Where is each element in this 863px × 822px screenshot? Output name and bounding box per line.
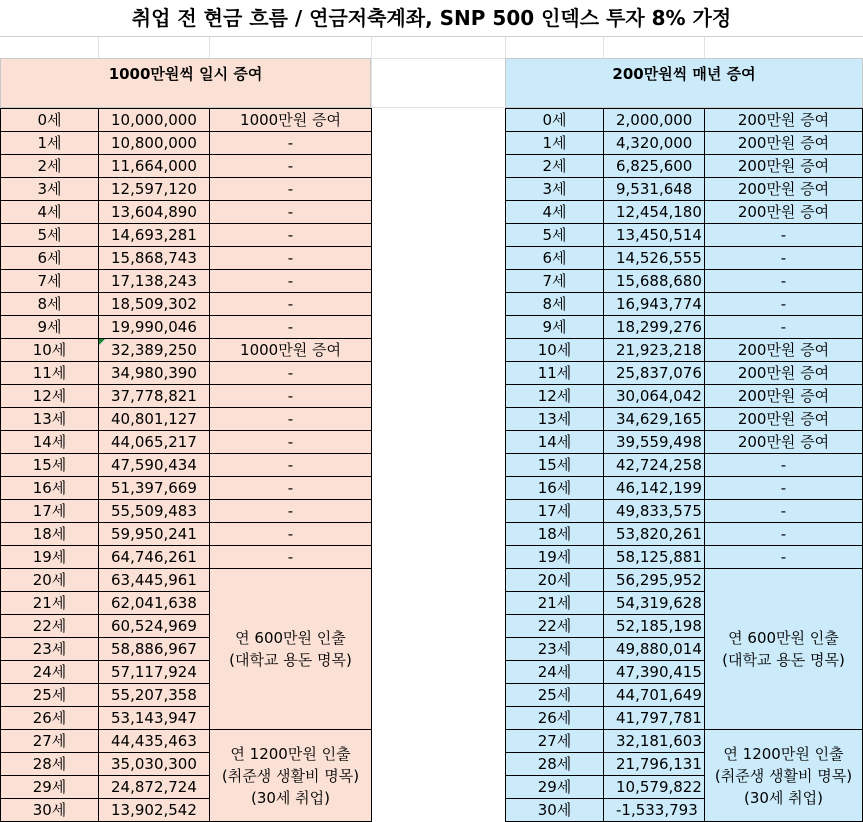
age-cell[interactable]: 25세 [506, 684, 604, 707]
merged-line: (취준생 생활비 명목) [221, 766, 360, 785]
balance-cell[interactable]: 18,509,302 [99, 293, 210, 316]
right-table [505, 108, 863, 822]
balance-cell[interactable]: 49,833,575 [604, 500, 705, 523]
withdrawal-note-college-text [722, 627, 845, 671]
balance-cell[interactable]: 13,450,514 [604, 224, 705, 247]
withdrawal-note-college[interactable] [210, 569, 372, 730]
age-cell[interactable]: 16세 [506, 477, 604, 500]
age-cell[interactable]: 17세 [506, 500, 604, 523]
age-cell[interactable]: 17세 [1, 500, 99, 523]
withdrawal-note-jobseeker-text [715, 743, 852, 809]
balance-cell[interactable]: 55,207,358 [99, 684, 210, 707]
balance-cell[interactable]: 10,000,000 [99, 109, 210, 132]
balance-cell[interactable]: 25,837,076 [604, 362, 705, 385]
age-cell[interactable]: 12세 [506, 385, 604, 408]
balance-cell[interactable]: 52,185,198 [604, 615, 705, 638]
note-cell[interactable]: - [210, 431, 372, 454]
age-cell[interactable]: 29세 [506, 776, 604, 799]
note-cell[interactable]: 1000만원 증여 [210, 339, 372, 362]
note-cell[interactable]: 200만원 증여 [705, 385, 863, 408]
note-cell[interactable]: - [705, 523, 863, 546]
merged-line: (대학교 용돈 명목) [722, 651, 845, 669]
age-cell[interactable]: 22세 [506, 615, 604, 638]
age-cell[interactable]: 5세 [506, 224, 604, 247]
balance-text: 32,389,250 [111, 341, 197, 359]
balance-cell[interactable]: 14,526,555 [604, 247, 705, 270]
balance-cell[interactable]: 4,320,000 [604, 132, 705, 155]
withdrawal-note-jobseeker[interactable] [705, 730, 863, 822]
note-cell[interactable]: - [210, 385, 372, 408]
note-cell[interactable]: - [210, 523, 372, 546]
merged-line: 연 600만원 인출 [728, 629, 839, 647]
left-table [0, 108, 372, 822]
note-cell[interactable]: - [705, 477, 863, 500]
note-cell[interactable]: - [210, 247, 372, 270]
age-cell[interactable]: 3세 [506, 178, 604, 201]
note-cell[interactable]: - [210, 362, 372, 385]
balance-cell[interactable]: 12,454,180 [604, 201, 705, 224]
withdrawal-note-college-text [229, 627, 352, 671]
age-cell[interactable]: 3세 [1, 178, 99, 201]
note-cell[interactable]: 1000만원 증여 [210, 109, 372, 132]
balance-cell[interactable]: 12,597,120 [99, 178, 210, 201]
age-cell[interactable]: 10세 [1, 339, 99, 362]
note-cell[interactable]: - [705, 224, 863, 247]
balance-cell[interactable]: 63,445,961 [99, 569, 210, 592]
balance-cell[interactable]: 40,801,127 [99, 408, 210, 431]
note-cell[interactable]: - [210, 546, 372, 569]
balance-cell[interactable]: 14,693,281 [99, 224, 210, 247]
note-cell[interactable]: - [210, 132, 372, 155]
age-cell[interactable]: 16세 [1, 477, 99, 500]
age-cell[interactable]: 24세 [506, 661, 604, 684]
balance-cell[interactable]: 62,041,638 [99, 592, 210, 615]
balance-cell[interactable]: 55,509,483 [99, 500, 210, 523]
note-cell[interactable]: - [210, 270, 372, 293]
note-cell[interactable]: - [705, 247, 863, 270]
age-cell[interactable]: 8세 [1, 293, 99, 316]
balance-cell[interactable]: 35,030,300 [99, 753, 210, 776]
balance-cell[interactable]: 19,990,046 [99, 316, 210, 339]
note-cell[interactable]: - [210, 201, 372, 224]
merged-line: 연 600만원 인출 [235, 629, 346, 647]
note-cell[interactable]: - [210, 224, 372, 247]
merged-line: 연 1200만원 인출 [230, 744, 351, 763]
age-cell[interactable]: 27세 [1, 730, 99, 753]
balance-cell[interactable]: 34,980,390 [99, 362, 210, 385]
note-cell[interactable]: - [210, 293, 372, 316]
note-cell[interactable]: - [210, 178, 372, 201]
age-cell[interactable]: 13세 [1, 408, 99, 431]
age-cell[interactable]: 26세 [506, 707, 604, 730]
balance-cell[interactable]: 46,142,199 [604, 477, 705, 500]
age-cell[interactable]: 23세 [1, 638, 99, 661]
age-cell[interactable]: 1세 [506, 132, 604, 155]
withdrawal-note-college[interactable] [705, 569, 863, 730]
age-cell[interactable]: 10세 [506, 339, 604, 362]
balance-cell[interactable]: 44,435,463 [99, 730, 210, 753]
note-cell[interactable]: 200만원 증여 [705, 109, 863, 132]
age-cell[interactable]: 15세 [506, 454, 604, 477]
balance-cell[interactable]: 2,000,000 [604, 109, 705, 132]
balance-cell[interactable]: 54,319,628 [604, 592, 705, 615]
age-cell[interactable]: 15세 [1, 454, 99, 477]
age-cell[interactable]: 7세 [1, 270, 99, 293]
age-cell[interactable]: 21세 [506, 592, 604, 615]
balance-cell[interactable] [99, 339, 210, 362]
note-cell[interactable]: 200만원 증여 [705, 362, 863, 385]
balance-cell[interactable]: 30,064,042 [604, 385, 705, 408]
merged-line: (취준생 생활비 명목) [714, 766, 853, 785]
note-cell[interactable]: 200만원 증여 [705, 201, 863, 224]
merged-line: (대학교 용돈 명목) [229, 651, 352, 669]
balance-cell[interactable]: 13,604,890 [99, 201, 210, 224]
age-cell[interactable]: 13세 [506, 408, 604, 431]
note-cell[interactable]: 200만원 증여 [705, 431, 863, 454]
balance-cell[interactable]: 10,579,822 [604, 776, 705, 799]
balance-cell[interactable]: 21,923,218 [604, 339, 705, 362]
balance-cell[interactable]: 60,524,969 [99, 615, 210, 638]
age-cell[interactable]: 6세 [506, 247, 604, 270]
age-cell[interactable]: 0세 [506, 109, 604, 132]
note-cell[interactable]: - [210, 316, 372, 339]
age-cell[interactable]: 9세 [506, 316, 604, 339]
balance-cell[interactable]: 47,590,434 [99, 454, 210, 477]
balance-cell[interactable]: 44,701,649 [604, 684, 705, 707]
balance-cell[interactable]: 47,390,415 [604, 661, 705, 684]
comment-marker-icon [99, 339, 105, 345]
age-cell[interactable]: 21세 [1, 592, 99, 615]
withdrawal-note-jobseeker-text [222, 743, 359, 809]
age-cell[interactable]: 2세 [1, 155, 99, 178]
age-cell[interactable]: 26세 [1, 707, 99, 730]
age-cell[interactable]: 2세 [506, 155, 604, 178]
age-cell[interactable]: 28세 [1, 753, 99, 776]
balance-cell[interactable]: 44,065,217 [99, 431, 210, 454]
age-cell[interactable]: 24세 [1, 661, 99, 684]
age-cell[interactable]: 4세 [506, 201, 604, 224]
withdrawal-note-jobseeker[interactable] [210, 730, 372, 822]
age-cell[interactable]: 20세 [506, 569, 604, 592]
balance-cell[interactable]: 10,800,000 [99, 132, 210, 155]
balance-cell[interactable]: 37,778,821 [99, 385, 210, 408]
balance-cell[interactable]: 24,872,724 [99, 776, 210, 799]
age-cell[interactable]: 6세 [1, 247, 99, 270]
balance-cell[interactable]: 15,688,680 [604, 270, 705, 293]
balance-cell[interactable]: 17,138,243 [99, 270, 210, 293]
balance-cell[interactable]: 32,181,603 [604, 730, 705, 753]
balance-cell[interactable]: 56,295,952 [604, 569, 705, 592]
age-cell[interactable]: 14세 [506, 431, 604, 454]
balance-cell[interactable]: 42,724,258 [604, 454, 705, 477]
balance-cell[interactable]: 57,117,924 [99, 661, 210, 684]
note-cell[interactable]: 200만원 증여 [705, 178, 863, 201]
age-cell[interactable]: 27세 [506, 730, 604, 753]
note-cell[interactable]: - [210, 408, 372, 431]
merged-line: (30세 취업) [250, 788, 330, 807]
age-cell[interactable]: 30세 [1, 799, 99, 822]
age-cell[interactable]: 14세 [1, 431, 99, 454]
age-cell[interactable]: 9세 [1, 316, 99, 339]
balance-cell[interactable]: 39,559,498 [604, 431, 705, 454]
balance-cell[interactable]: 53,820,261 [604, 523, 705, 546]
age-cell[interactable]: 30세 [506, 799, 604, 822]
balance-cell[interactable]: 58,886,967 [99, 638, 210, 661]
sheet-title: 취업 전 현금 흐름 / 연금저축계좌, SNP 500 인덱스 투자 8% 가정 [0, 0, 863, 37]
balance-cell[interactable]: 64,746,261 [99, 546, 210, 569]
age-cell[interactable]: 4세 [1, 201, 99, 224]
balance-cell[interactable]: 59,950,241 [99, 523, 210, 546]
note-cell[interactable]: - [705, 270, 863, 293]
age-cell[interactable]: 18세 [506, 523, 604, 546]
note-cell[interactable]: - [210, 477, 372, 500]
age-cell[interactable]: 29세 [1, 776, 99, 799]
balance-cell[interactable]: 16,943,774 [604, 293, 705, 316]
age-cell[interactable]: 11세 [1, 362, 99, 385]
age-cell[interactable]: 5세 [1, 224, 99, 247]
balance-cell[interactable]: 13,902,542 [99, 799, 210, 822]
note-cell[interactable]: - [705, 316, 863, 339]
age-cell[interactable]: 20세 [1, 569, 99, 592]
age-cell[interactable]: 12세 [1, 385, 99, 408]
note-cell[interactable]: - [210, 500, 372, 523]
note-cell[interactable]: 200만원 증여 [705, 408, 863, 431]
left-section-header[interactable]: 1000만원씩 일시 증여 [0, 58, 371, 108]
balance-cell[interactable]: 6,825,600 [604, 155, 705, 178]
note-cell[interactable]: - [210, 454, 372, 477]
balance-cell[interactable]: 15,868,743 [99, 247, 210, 270]
age-cell[interactable]: 11세 [506, 362, 604, 385]
balance-cell[interactable]: 58,125,881 [604, 546, 705, 569]
age-cell[interactable]: 0세 [1, 109, 99, 132]
note-cell[interactable]: 200만원 증여 [705, 132, 863, 155]
age-cell[interactable]: 18세 [1, 523, 99, 546]
age-cell[interactable]: 19세 [1, 546, 99, 569]
note-cell[interactable]: - [705, 546, 863, 569]
note-cell[interactable]: - [705, 293, 863, 316]
note-cell[interactable]: - [705, 500, 863, 523]
balance-cell[interactable]: -1,533,793 [604, 799, 705, 822]
age-cell[interactable]: 1세 [1, 132, 99, 155]
merged-line: 연 1200만원 인출 [723, 744, 844, 763]
balance-cell[interactable]: 18,299,276 [604, 316, 705, 339]
balance-cell[interactable]: 21,796,131 [604, 753, 705, 776]
merged-line: (30세 취업) [743, 788, 823, 807]
age-cell[interactable]: 22세 [1, 615, 99, 638]
balance-cell[interactable]: 49,880,014 [604, 638, 705, 661]
age-cell[interactable]: 19세 [506, 546, 604, 569]
age-cell[interactable]: 7세 [506, 270, 604, 293]
age-cell[interactable]: 8세 [506, 293, 604, 316]
balance-cell[interactable]: 34,629,165 [604, 408, 705, 431]
note-cell[interactable]: - [210, 155, 372, 178]
balance-cell[interactable]: 9,531,648 [604, 178, 705, 201]
age-cell[interactable]: 23세 [506, 638, 604, 661]
age-cell[interactable]: 28세 [506, 753, 604, 776]
balance-cell[interactable]: 11,664,000 [99, 155, 210, 178]
right-section-header[interactable]: 200만원씩 매년 증여 [505, 58, 863, 108]
balance-cell[interactable]: 53,143,947 [99, 707, 210, 730]
balance-cell[interactable]: 41,797,781 [604, 707, 705, 730]
note-cell[interactable]: - [705, 454, 863, 477]
age-cell[interactable]: 25세 [1, 684, 99, 707]
note-cell[interactable]: 200만원 증여 [705, 339, 863, 362]
note-cell[interactable]: 200만원 증여 [705, 155, 863, 178]
balance-cell[interactable]: 51,397,669 [99, 477, 210, 500]
